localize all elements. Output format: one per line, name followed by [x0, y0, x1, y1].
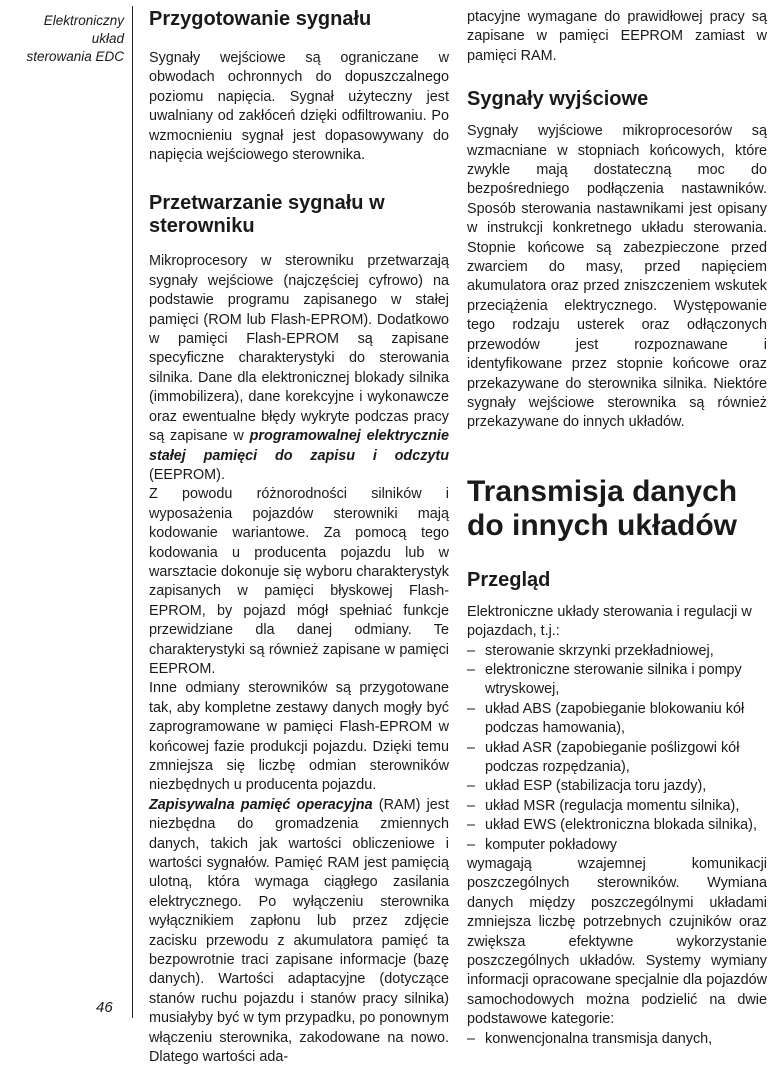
heading-data-transmission: [467, 475, 767, 543]
heading-overview: Przegląd: [467, 568, 551, 591]
list-item: – układ MSR (regulacja momentu silnika),: [467, 797, 767, 816]
heading-signal-processing: Przetwarzanie sygnału w sterowniku: [149, 192, 385, 238]
paragraph-ram: Zapisywalna pamięć operacyjna (RAM) jest niezbędna do gromadzenia zmiennych danych, takich jak wartości obliczeniowe i wartości sygnałów. Pamięć RAM jest pamięcią ulotną, która wymaga ciągłego zasilania elektrycznego. Po wyłączeniu sterownika wyłącznikiem zapłonu lub przez zdjęcie zacisku przewodu z akumulatora pamięć ta bezpowrotnie traci zapisane informacje (bazę danych). Wartości adaptacyjne (dotyczące stanów ruchu pojazdu i stanów pracy silnika) musiałyby być w tym przypadku, po ponownym włączeniu sterownika, zakodowane na nowo. Dlatego wartości ada-: [149, 796, 449, 1066]
paragraph-output-signals: Sygnały wyjściowe mikroprocesorów są wzmacniane w stopniach końcowych, które zwykle mają dostateczną moc do bezpośredniego podłączenia nastawników. Sposób sterowania nastawnikami jest opisany w instrukcji konkretnego układu sterowania. Stopnie końcowe są zabezpieczone przed zwarciem do masy, przed napięciem akumulatora oraz przed zniszczeniem wskutek przeciążenia elektrycznego. Występowanie tego rodzaju usterek oraz odłączonych przewodów jest rozpoznawane i identyfikowane przez stopnie końcowe oraz przekazywane do sterownika silnika. Niektóre sygnały wejściowe sterownika są również przekazywane do innych układów.: [467, 123, 767, 431]
list-item: – sterowanie skrzynki przekładniowej,: [467, 642, 767, 661]
paragraph-signal-processing: Mikroprocesory w sterowniku przetwarzają sygnały wejściowe (najczęściej cyfrowo) na podstawie programu zapisanego w stałej pamięci (ROM lub Flash-EPROM). Dodatkowo w pamięci Flash-EPROM są zapisane specyficzne charakterystyki do sterowania silnika. Dane dla elektronicznej blokady silnika (immobilizera), dane korekcyjne i wykonawcze oraz ewentualne błędy wykryte podczas pracy są zapisane w programowalnej elektrycznie stałej pamięci do zapisu i odczytu (EEPROM).: [149, 253, 449, 483]
control-systems-list: [467, 642, 767, 855]
vertical-divider: [132, 6, 133, 1018]
paragraph-continuation: ptacyjne wymagane do prawidłowej pracy są zapisane w pamięci EEPROM zamiast w pamięci RAM.: [467, 9, 767, 64]
paragraph-signal-preparation: Sygnały wejściowe są ograniczane w obwodach ochronnych do dopuszczalnego poziomu napięcia. Sygnał użyteczny jest uwalniany od zakłóceń dzięki odfiltrowaniu. Po wzmocnieniu sygnał jest dopasowywany do napięcia wejściowego sterownika.: [149, 50, 449, 164]
list-item: – komputer pokładowy: [467, 836, 767, 855]
paragraph-variant-coding: Z powodu różnorodności silników i wyposażenia pojazdów sterowniki mają kodowanie wariantowe. Za pomocą tego kodowania u producenta pojazdu lub w warsztacie dokonuje się wyboru charakterystyk zapisanych w pamięci błyskowej Flash-EPROM, by pojazd mógł spełniać funkcje przewidziane dla danej odmiany. Te charakterystyki są również zapisane w pamięci EEPROM.: [149, 486, 449, 677]
paragraph-other-variants: Inne odmiany sterowników są przygotowane tak, aby kompletne zestawy danych mogły być zaprogramowane w pamięci Flash-EPROM w końcowej fazie produkcji pojazdu. Dzięki temu zmniejsza się liczbę odmian sterowników niezbędnych u producenta pojazdu.: [149, 680, 449, 794]
heading-signal-preparation: Przygotowanie sygnału: [149, 8, 372, 30]
transmission-categories-list: [467, 1030, 767, 1049]
list-item: – układ ESP (stabilizacja toru jazdy),: [467, 777, 767, 796]
ram-term: Zapisywalna pamięć operacyjna: [149, 796, 373, 813]
heading-data-transmission-line-2: do innych układów: [467, 508, 738, 542]
sidebar-line-2: układ: [91, 31, 124, 46]
list-item: – układ EWS (elektroniczna blokada silnika),: [467, 816, 767, 835]
sidebar-line-1: Elektroniczny: [43, 13, 124, 28]
page-number: 46: [96, 999, 113, 1016]
list-item: – układ ABS (zapobieganie blokowaniu kół podczas hamowania),: [467, 700, 767, 739]
heading-data-transmission-line-1: Transmisja danych: [467, 474, 738, 508]
eeprom-term: programowalnej elektrycznie stałej pamięci do zapisu i odczytu: [149, 428, 449, 464]
heading-output-signals: Sygnały wyjściowe: [467, 88, 649, 111]
section-sidebar-label: [0, 12, 124, 66]
paragraph-overview: Elektroniczne układy sterowania i regulacji w pojazdach, t.j.:: [467, 603, 752, 640]
list-item: – elektroniczne sterowanie silnika i pompy wtryskowej,: [467, 661, 767, 700]
paragraph-communication: wymagają wzajemnej komunikacji poszczególnych sterowników. Wymiana danych między poszczególnymi układami zmniejsza liczbę potrzebnych czujników oraz zwiększa efektywne wykorzystanie poszczególnych układów. Systemy wymiany informacji opracowane specjalnie dla pojazdów samochodowych można podzielić na dwie podstawowe kategorie:: [467, 856, 767, 1028]
list-item: – konwencjonalna transmisja danych,: [467, 1030, 767, 1049]
sidebar-line-3: sterowania EDC: [26, 49, 124, 64]
left-column: [149, 4, 449, 1068]
list-item: – układ ASR (zapobieganie poślizgowi kół podczas rozpędzania),: [467, 739, 767, 778]
right-column: [467, 4, 767, 1049]
